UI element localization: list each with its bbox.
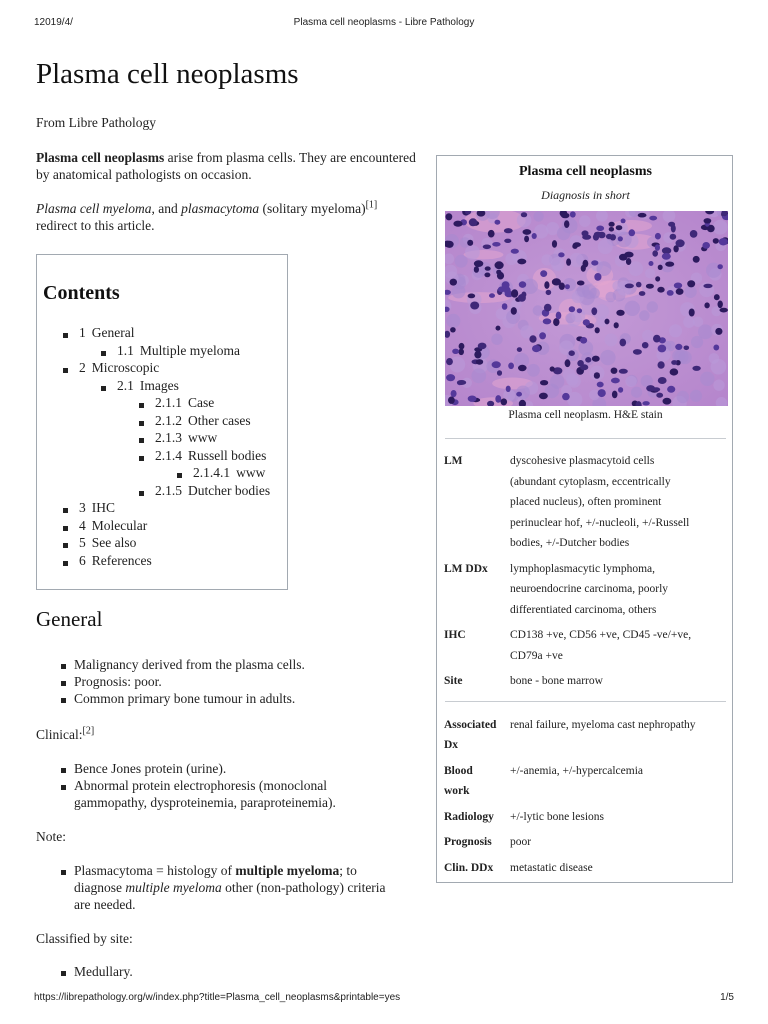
bullet-icon — [63, 333, 68, 338]
toc-link-1[interactable] — [79, 325, 134, 341]
note-text-4: other (non-pathology) criteria — [221, 880, 386, 895]
list-item-continuation: gammopathy, dysproteinemia, paraproteinemia). — [74, 795, 336, 810]
toc-link-4[interactable] — [79, 518, 147, 534]
bullet-icon — [61, 785, 66, 790]
infobox-row-label: LM DDx — [444, 562, 488, 575]
note-text-5: are needed. — [74, 897, 136, 912]
toc-number: 2 — [79, 360, 86, 375]
toc-number: 3 — [79, 500, 86, 515]
redirect-paragraph — [36, 200, 416, 234]
redirect-term-2: plasmacytoma — [181, 201, 260, 216]
infobox — [436, 155, 733, 883]
infobox-row-label: Radiology — [444, 810, 494, 823]
toc-number: 4 — [79, 517, 86, 533]
intro-bold-term: Plasma cell neoplasms — [36, 150, 165, 165]
toc-link-6[interactable] — [79, 553, 152, 569]
infobox-row-value: metastatic disease — [510, 861, 593, 874]
note-label: Note: — [36, 829, 66, 844]
toc-label: www — [236, 465, 266, 480]
site-subtitle: From Libre Pathology — [36, 115, 156, 130]
table-of-contents — [36, 254, 288, 590]
toc-link-3[interactable] — [79, 500, 115, 516]
toc-link-2-1-4[interactable] — [155, 448, 266, 464]
intro-text: arise from plasma cells. They are encountered by anatomical pathologists on occasion. — [36, 150, 416, 182]
redirect-text: (solitary myeloma) — [259, 201, 366, 216]
toc-label: Dutcher bodies — [188, 482, 271, 498]
bullet-icon — [61, 971, 66, 976]
toc-number: 1 — [79, 325, 86, 340]
list-item: Abnormal protein electrophoresis (monoclonal — [74, 778, 328, 793]
infobox-row-label: Site — [444, 675, 463, 687]
bullet-icon — [61, 681, 66, 686]
list-item: Bence Jones protein (urine). — [74, 761, 227, 776]
infobox-row-label: Blood work — [444, 764, 473, 797]
reference-link-1[interactable]: [1] — [365, 199, 378, 211]
note-italic: multiple myeloma — [125, 880, 222, 895]
toc-title: Contents — [43, 282, 120, 304]
list-item: Prognosis: poor. — [74, 674, 162, 689]
toc-label: Molecular — [91, 517, 148, 533]
toc-number: 2.1.1 — [155, 395, 182, 410]
intro-paragraph — [36, 149, 416, 183]
toc-label: www — [188, 430, 218, 445]
infobox-row-value: renal failure, myeloma cast nephropathy — [510, 718, 696, 731]
toc-label: Images — [139, 377, 179, 393]
bullet-icon — [139, 438, 144, 443]
bullet-icon — [61, 664, 66, 669]
note-text-3: diagnose — [74, 880, 126, 895]
print-date: 12019/4/ — [34, 17, 73, 28]
bullet-icon — [63, 561, 68, 566]
infobox-divider — [445, 701, 726, 702]
toc-number: 2.1.4 — [155, 447, 182, 463]
toc-link-2[interactable] — [79, 360, 159, 376]
print-url: https://librepathology.org/w/index.php?title=Plasma_cell_neoplasms&printable=yes — [34, 992, 401, 1003]
toc-link-2-1-2[interactable] — [155, 413, 251, 429]
bullet-icon — [61, 698, 66, 703]
list-item: Common primary bone tumour in adults. — [74, 691, 296, 706]
micrograph-image[interactable] — [445, 211, 728, 406]
toc-number: 2.1 — [117, 377, 134, 393]
bullet-icon — [139, 456, 144, 461]
infobox-title: Plasma cell neoplasms — [519, 164, 652, 179]
page-title: Plasma cell neoplasms — [36, 58, 299, 90]
infobox-row-value: bone - bone marrow — [510, 675, 603, 687]
note-text-2: ; to — [339, 863, 357, 878]
toc-link-2-1[interactable] — [117, 378, 179, 394]
toc-label: Other cases — [188, 412, 251, 428]
list-item: Medullary. — [74, 964, 133, 979]
toc-number: 5 — [79, 535, 86, 550]
note-bold: multiple myeloma — [235, 863, 340, 878]
toc-link-2-1-4-1[interactable] — [193, 465, 265, 481]
toc-label: Microscopic — [91, 360, 160, 375]
redirect-sep: , and — [151, 201, 182, 216]
toc-number: 2.1.4.1 — [193, 465, 231, 480]
infobox-row-value: +/-anemia, +/-hypercalcemia — [510, 764, 644, 777]
toc-link-2-1-1[interactable] — [155, 395, 214, 411]
toc-label: See also — [91, 535, 137, 550]
toc-number: 2.1.5 — [155, 482, 182, 498]
infobox-row-label: Clin. DDx — [444, 861, 494, 874]
toc-link-5[interactable] — [79, 535, 136, 551]
toc-label: References — [91, 552, 152, 568]
infobox-divider — [445, 438, 726, 439]
image-caption: Plasma cell neoplasm. H&E stain — [508, 409, 663, 421]
toc-number: 2.1.3 — [155, 430, 182, 445]
clinical-label — [36, 727, 94, 743]
bullet-icon — [61, 870, 66, 875]
infobox-row-value: CD138 +ve, CD56 +ve, CD45 -ve/+ve, CD79a +ve — [510, 629, 692, 662]
bullet-icon — [139, 403, 144, 408]
toc-number: 2.1.2 — [155, 412, 182, 428]
note-text-1: Plasmacytoma = histology of — [74, 863, 236, 878]
redirect-tail: redirect to this article. — [36, 218, 155, 233]
toc-label: IHC — [91, 500, 115, 515]
bullet-icon — [139, 421, 144, 426]
bullet-icon — [101, 386, 106, 391]
infobox-row-label: Associated Dx — [444, 718, 497, 751]
section-heading-general: General — [36, 607, 103, 631]
bullet-icon — [101, 351, 106, 356]
toc-link-2-1-3[interactable] — [155, 430, 217, 446]
toc-label: General — [91, 325, 135, 340]
list-item: Malignancy derived from the plasma cells. — [74, 657, 305, 672]
bullet-icon — [177, 473, 182, 478]
print-page-number: 1/5 — [720, 992, 734, 1003]
infobox-row-label: LM — [444, 455, 463, 467]
infobox-row-label: Prognosis — [444, 836, 492, 848]
bullet-icon — [63, 543, 68, 548]
site-label: Classified by site: — [36, 931, 133, 946]
bullet-icon — [61, 768, 66, 773]
toc-link-1-1[interactable] — [117, 343, 240, 359]
toc-label: Case — [188, 395, 215, 410]
reference-link-2[interactable]: [2] — [82, 725, 95, 737]
infobox-subtitle: Diagnosis in short — [541, 188, 630, 202]
print-page-title: Plasma cell neoplasms - Libre Pathology — [293, 17, 475, 28]
toc-number: 1.1 — [117, 342, 134, 358]
infobox-row-label: IHC — [444, 629, 466, 641]
bullet-icon — [139, 491, 144, 496]
toc-label: Russell bodies — [188, 447, 267, 463]
note-item — [74, 862, 424, 913]
redirect-term-1: Plasma cell myeloma — [36, 201, 152, 216]
infobox-row-value: lymphoplasmacytic lymphoma, neuroendocrine carcinoma, poorly differentiated carcinoma, others — [510, 562, 669, 616]
toc-number: 6 — [79, 552, 86, 568]
toc-link-2-1-5[interactable] — [155, 483, 270, 499]
clinical-label-text: Clinical: — [36, 727, 83, 742]
bullet-icon — [63, 526, 68, 531]
infobox-row-value: poor — [510, 836, 532, 848]
bullet-icon — [63, 508, 68, 513]
infobox-row-value: dyscohesive plasmacytoid cells (abundant cytoplasm, eccentrically placed nucleus), often prominent perinuclear hof, +/-nucleoli, +/-Russell bodies, +/-Dutcher bodies — [510, 455, 690, 549]
toc-label: Multiple myeloma — [139, 342, 240, 358]
bullet-icon — [63, 368, 68, 373]
infobox-row-value: +/-lytic bone lesions — [510, 810, 604, 823]
